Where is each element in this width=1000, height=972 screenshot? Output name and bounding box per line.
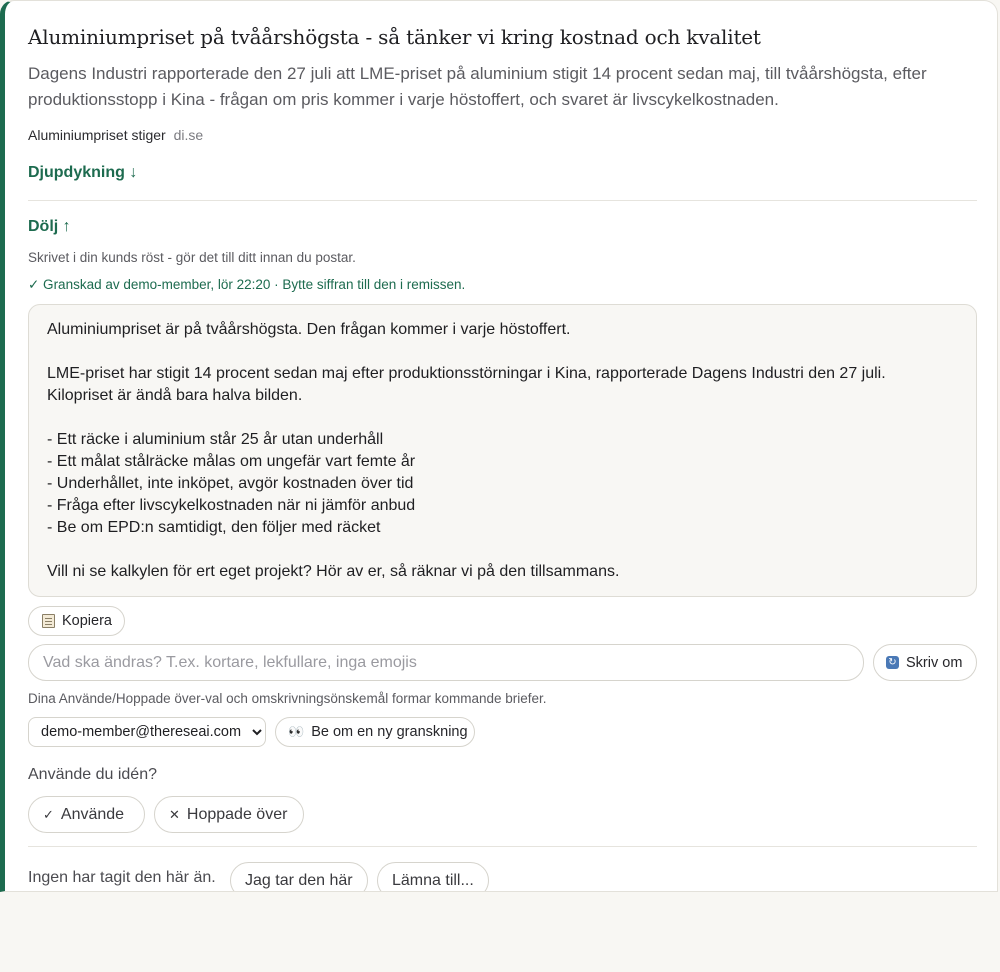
skipped-button-label: Hoppade över [186,805,288,823]
used-button[interactable] [28,796,145,833]
section-divider [28,200,977,201]
post-bullet: - Ett målat stålräcke målas om ungefär vart femte år [47,453,416,470]
article-title: Aluminiumpriset på tvåårshögsta - så tänker vi kring kostnad och kvalitet [28,25,761,49]
post-line: Kilopriset är ändå bara halva bilden. [47,387,303,404]
take-idea-button[interactable]: Jag tar den här [230,862,368,892]
used-button-label: Använde [60,805,125,823]
rewrite-button[interactable] [873,644,977,681]
post-bullet: - Be om EPD:n samtidigt, den följer med räcket [47,519,381,536]
used-question: Använde du idén? [28,766,157,783]
handoff-button[interactable]: Lämna till... [377,862,489,892]
check-icon: ✓ [43,806,54,822]
x-icon: ✕ [169,806,180,822]
source-name[interactable]: Aluminiumpriset stiger [28,127,166,143]
post-line: Aluminiumpriset är på tvåårshögsta. Den frågan kommer i varje höstoffert. [47,321,571,338]
copy-button-label: Kopiera [62,613,112,629]
request-review-button[interactable] [275,717,475,747]
article-summary: Dagens Industri rapporterade den 27 juli att LME-priset på aluminium stigit 14 procent sedan maj, till tvåårshögsta, efter produktionsstopp i Kina - frågan om pris kommer i varje höstoffert, och svaret är livscykelkostnaden. [28,64,927,109]
clipboard-icon [42,614,55,628]
deep-dive-toggle[interactable]: Djupdykning ↓ [28,164,138,181]
eyes-icon: 👀 [288,724,305,739]
claim-divider [28,846,977,847]
post-closing: Vill ni se kalkylen för ert eget projekt? Hör av er, så räknar vi på den tillsammans. [47,563,620,580]
rewrite-request-input[interactable] [28,644,864,681]
rewrite-button-label: Skriv om [906,654,963,671]
post-draft[interactable] [28,304,977,597]
voice-hint: Skrivet i din kunds röst - gör det till ditt innan du postar. [28,250,356,265]
post-bullet: - Fråga efter livscykelkostnaden när ni jämför anbud [47,497,416,514]
copy-button[interactable] [28,606,125,636]
hide-toggle[interactable]: Dölj ↑ [28,218,71,235]
post-bullet: - Underhållet, inte inköpet, avgör kostnaden över tid [47,475,414,492]
claim-status: Ingen har tagit den här än. [28,869,216,886]
post-line: LME-priset har stigit 14 procent sedan maj efter produktionsstörningar i Kina, rapporterade Dagens Industri den 27 juli. [47,365,886,382]
source-domain: di.se [173,127,204,143]
skipped-button[interactable] [154,796,304,833]
reviewer-select[interactable] [28,717,266,747]
request-review-label: Be om en ny granskning [311,724,468,740]
post-bullet: - Ett räcke i aluminium står 25 år utan underhåll [47,431,384,448]
review-status: ✓ Granskad av demo-member, lör 22:20 · Bytte siffran till den i remissen. [28,277,466,292]
preferences-note: Dina Använde/Hoppade över-val och omskrivningsönskemål formar kommande briefer. [28,691,547,706]
rewrite-icon: ↻ [886,656,899,669]
article-source [28,127,203,143]
